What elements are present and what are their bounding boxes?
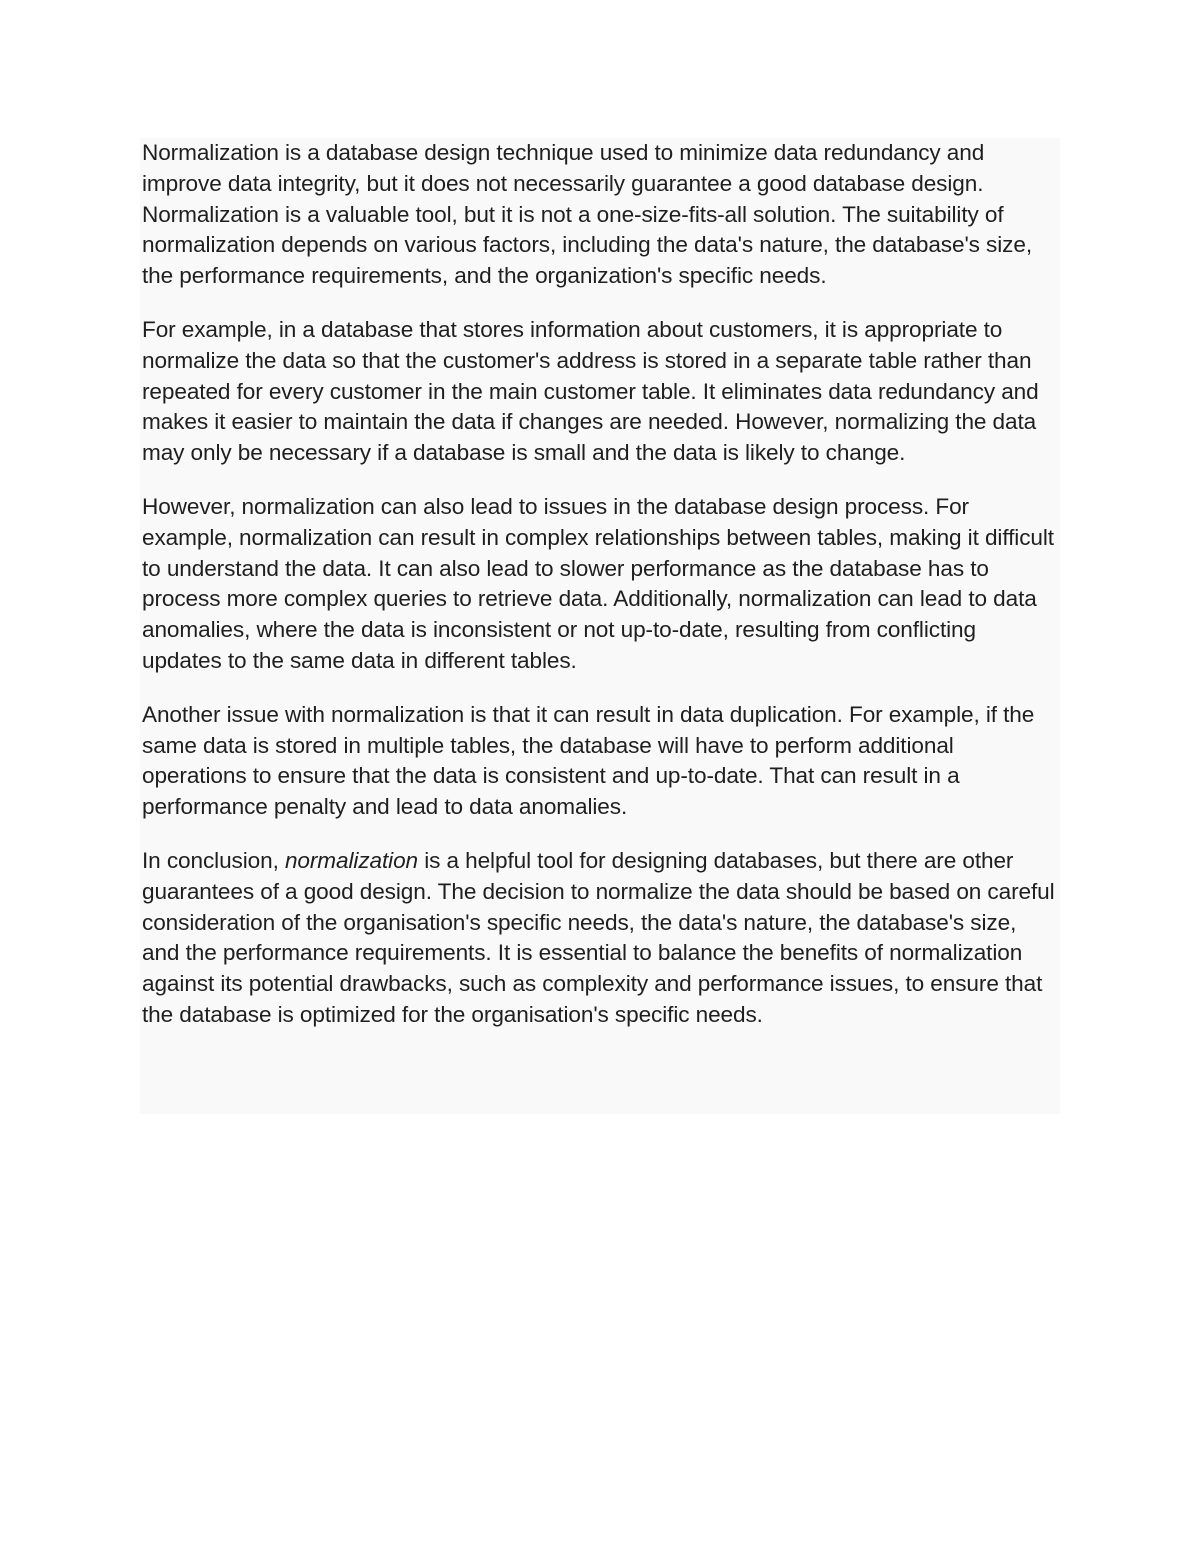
conclusion-rest-text: is a helpful tool for designing databases, but there are other guarantees of a good design. The decision to normalize the data should be based on careful consideration of the organisation's specific needs, the data's nature, the database's size, and the performance requirements. It is essential to balance the benefits of normalization against its potential drawbacks, such as complexity and performance issues, to ensure that the database is optimized for the organisation's specific needs. xyxy=(142,847,1055,1027)
paragraph-4: Another issue with normalization is that it can result in data duplication. For example, if the same data is stored in multiple tables, the database will have to perform additional operations to ensure that the data is consistent and up-to-date. That can result in a performance penalty and lead to data anomalies. xyxy=(142,701,1035,820)
paragraph-3: However, normalization can also lead to issues in the database design process. For example, normalization can result in complex relationships between tables, making it difficult to understand the data. It can also lead to slower performance as the database has to process more complex queries to retrieve data. Additionally, normalization can lead to data anomalies, where the data is inconsistent or not up-to-date, resulting from conflicting updates to the same data in different tables. xyxy=(142,493,1054,673)
paragraph-1: Normalization is a database design technique used to minimize data redundancy and improve data integrity, but it does not necessarily guarantee a good database design. Normalization is a valuable tool, but it is not a one-size-fits-all solution. The suitability of normalization depends on various factors, including the data's nature, the database's size, the performance requirements, and the organization's specific needs. xyxy=(142,140,1033,289)
conclusion-lead-text: In conclusion, xyxy=(142,847,285,873)
paragraph-5 xyxy=(140,846,1060,1031)
emphasized-term: normalization xyxy=(284,847,419,873)
paragraph-2: For example, in a database that stores information about customers, it is appropriate to normalize the data so that the customer's address is stored in a separate table rather than repeated for every customer in the main customer table. It eliminates data redundancy and makes it easier to maintain the data if changes are needed. However, normalizing the data may only be necessary if a database is small and the data is likely to change. xyxy=(142,316,1039,466)
document-body xyxy=(140,138,1060,1114)
